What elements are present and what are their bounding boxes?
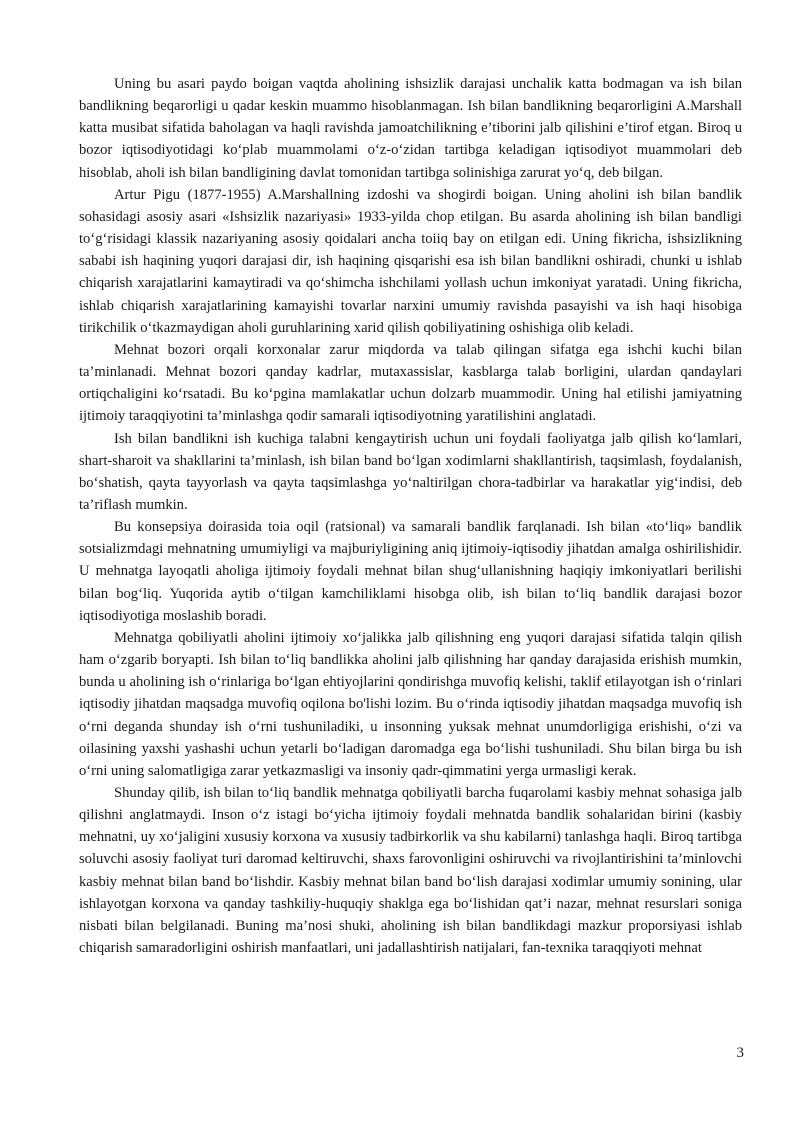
paragraph-employment-definition: Ish bilan bandlikni ish kuchiga talabni kengaytirish uchun uni foydali faoliyatga jalb qilish ko‘lamlari, shart-sharoit va shakllarini ta’minlash, ish bilan band bo‘lgan xodimlarni shakllantirish, taqsimlash, foydalanish, bo‘shatish, qayta tayyorlash va qayta taqsimlashga yo‘naltirilgan chora-tadbirlar va harakatlar yig‘indisi, deb ta’riflash mumkin. [79, 430, 742, 513]
paragraph-labor-market: Mehnat bozori orqali korxonalar zarur miqdorda va talab qilingan sifatga ega ishchi kuchi bilan ta’minlanadi. Mehnat bozori qanday kadrlar, mutaxassislar, kasblarga talab borligini, ulardan qandaylari ortiqchaligini ko‘rsatadi. Bu ko‘pgina mamlakatlar uchun dolzarb muammodir. Uning hal etilishi jamiyatning ijtimoiy taraqqiyotini ta’minlashga qodir samarali iqtisodiyotning yaratilishini anglatadi. [79, 341, 742, 425]
page-number: 3 [736, 1045, 744, 1061]
body-text [79, 73, 742, 959]
paragraph-pigou: Artur Pigu (1877-1955) A.Marshallning izdoshi va shogirdi boigan. Uning aholini ish bilan bandlik sohasidagi asosiy asari «Ishsizlik nazariyasi» 1933-yilda chop etilgan. Bu asarda aholining ish bilan bandligi to‘g‘risidagi klassik nazariyaning asosiy qoidalari ancha toiiq bay on etilgan edi. Uning fikricha, ishsizlikning sababi ish haqining yuqori darajasi dir, ish haqining qisqarishi esa ish bilan bandlikni oshiradi, chunki u ishlab chiqarish xarajatlarini kamaytiradi va qo‘shimcha ishchilami yollash uchun imkoniyat yaratadi. Uning fikricha, ishlab chiqarish xarajatlarining kamayishi tovarlar narxini umumiy ravishda pasayishi va ish haqi hisobiga tirikchilik o‘tkazmaydigan aholi guruhlarining xarid qilish qobiliyatining oshishiga olib keladi. [79, 186, 742, 336]
paragraph-full-employment: Shunday qilib, ish bilan to‘liq bandlik mehnatga qobiliyatli barcha fuqarolami kasbiy mehnat sohasiga jalb qilishni anglatmaydi. Inson o‘z istagi bo‘yicha ijtimoiy foydali mehnatda bandlik sohalaridan birini (kasbiy mehnatni, uy xo‘jaligini xususiy korxona va xususiy tadbirkorlik va shu kabilarni) tanlashga haqli. Biroq tartibga soluvchi asosiy faoliyat turi daromad keltiruvchi, shaxs farovonligini oshiruvchi va rivojlantirishini ta’minlovchi kasbiy mehnat bilan band bo‘lishdir. Kasbiy mehnat bilan band bo‘lish darajasi xodimlar umumiy sonining, ular ishlayotgan korxona va qanday tashkiliy-huquqiy shaklga ega bo‘lishidan qat’i nazar, mehnat resurslari soniga nisbati bilan belgilanadi. Buning ma’nosi shuki, aholining ish bilan bandlikdagi mazkur proporsiyasi ishlab chiqarish samaradorligini oshirish manfaatlari, uni jadallashtirish natijalari, fan-texnika taraqqiyoti mehnat [79, 785, 742, 957]
paragraph-workforce-engagement: Mehnatga qobiliyatli aholini ijtimoiy xo‘jalikka jalb qilishning eng yuqori darajasi sifatida talqin qilish ham o‘zgarib boryapti. Ish bilan to‘liq bandlikka aholini jalb qilishning har qanday darajasida erishish mumkin, bunda u aholining ish o‘rinlariga bo‘lgan ehtiyojlarini qondirishga muvofiq kelishi, taklif etilayotgan ish o‘rinlari iqtisodiy jihatdan maqsadga muvofiq oqilona bo'lishi lozim. Bu o‘rinda iqtisodiy jihatdan maqsadga muvofiq ish o‘rni deganda shunday ish o‘rni tushuniladiki, u insonning yuksak mehnat unumdorligiga erishishi, o‘zi va oilasining yaxshi yashashi uchun yetarli bo‘ladigan daromadga ega bo‘lishi tushuniladi. Shu bilan birga bu ish o‘rni uning salomatligiga zarar yetkazmasligi va insoniy qadr-qimmatini yerga urmasligi kerak. [79, 629, 742, 779]
paragraph-marshall: Uning bu asari paydo boigan vaqtda aholining ishsizlik darajasi unchalik katta bodmagan va ish bilan bandlikning beqarorligi u qadar keskin muammo hisoblanmagan. Ish bilan bandlikning beqarorligini A.Marshall katta musibat sifatida baholagan va haqli ravishda jamoatchilikning e’tiborini jalb qilishini e’tirof etgan. Biroq u bozor iqtisodiyotidagi ko‘plab muammolami o‘z-o‘zidan tartibga keladigan iqtisodiyot muammolari deb hisoblab, aholi ish bilan bandligining davlat tomonidan tartibga solinishiga zarurat yo‘q, deb bilgan. [79, 76, 742, 181]
paragraph-rational-employment: Bu konsepsiya doirasida toia oqil (ratsional) va samarali bandlik farqlanadi. Ish bilan «to‘liq» bandlik sotsializmdagi mehnatning umumiyligi va majburiyligining aniq ijtimoiy-iqtisodiy jihatdan amalga oshirilishidir. U mehnatga layoqatli aholiga ijtimoiy foydali mehnat bilan shug‘ullanishning haqiqiy imkoniyatlari berilishi bilan bog‘liq. Yuqorida aytib o‘tilgan kamchiliklami hisobga olib, ish bilan to‘liq bandlik darajasi bozor iqtisodiyotiga moslashib boradi. [79, 519, 742, 624]
